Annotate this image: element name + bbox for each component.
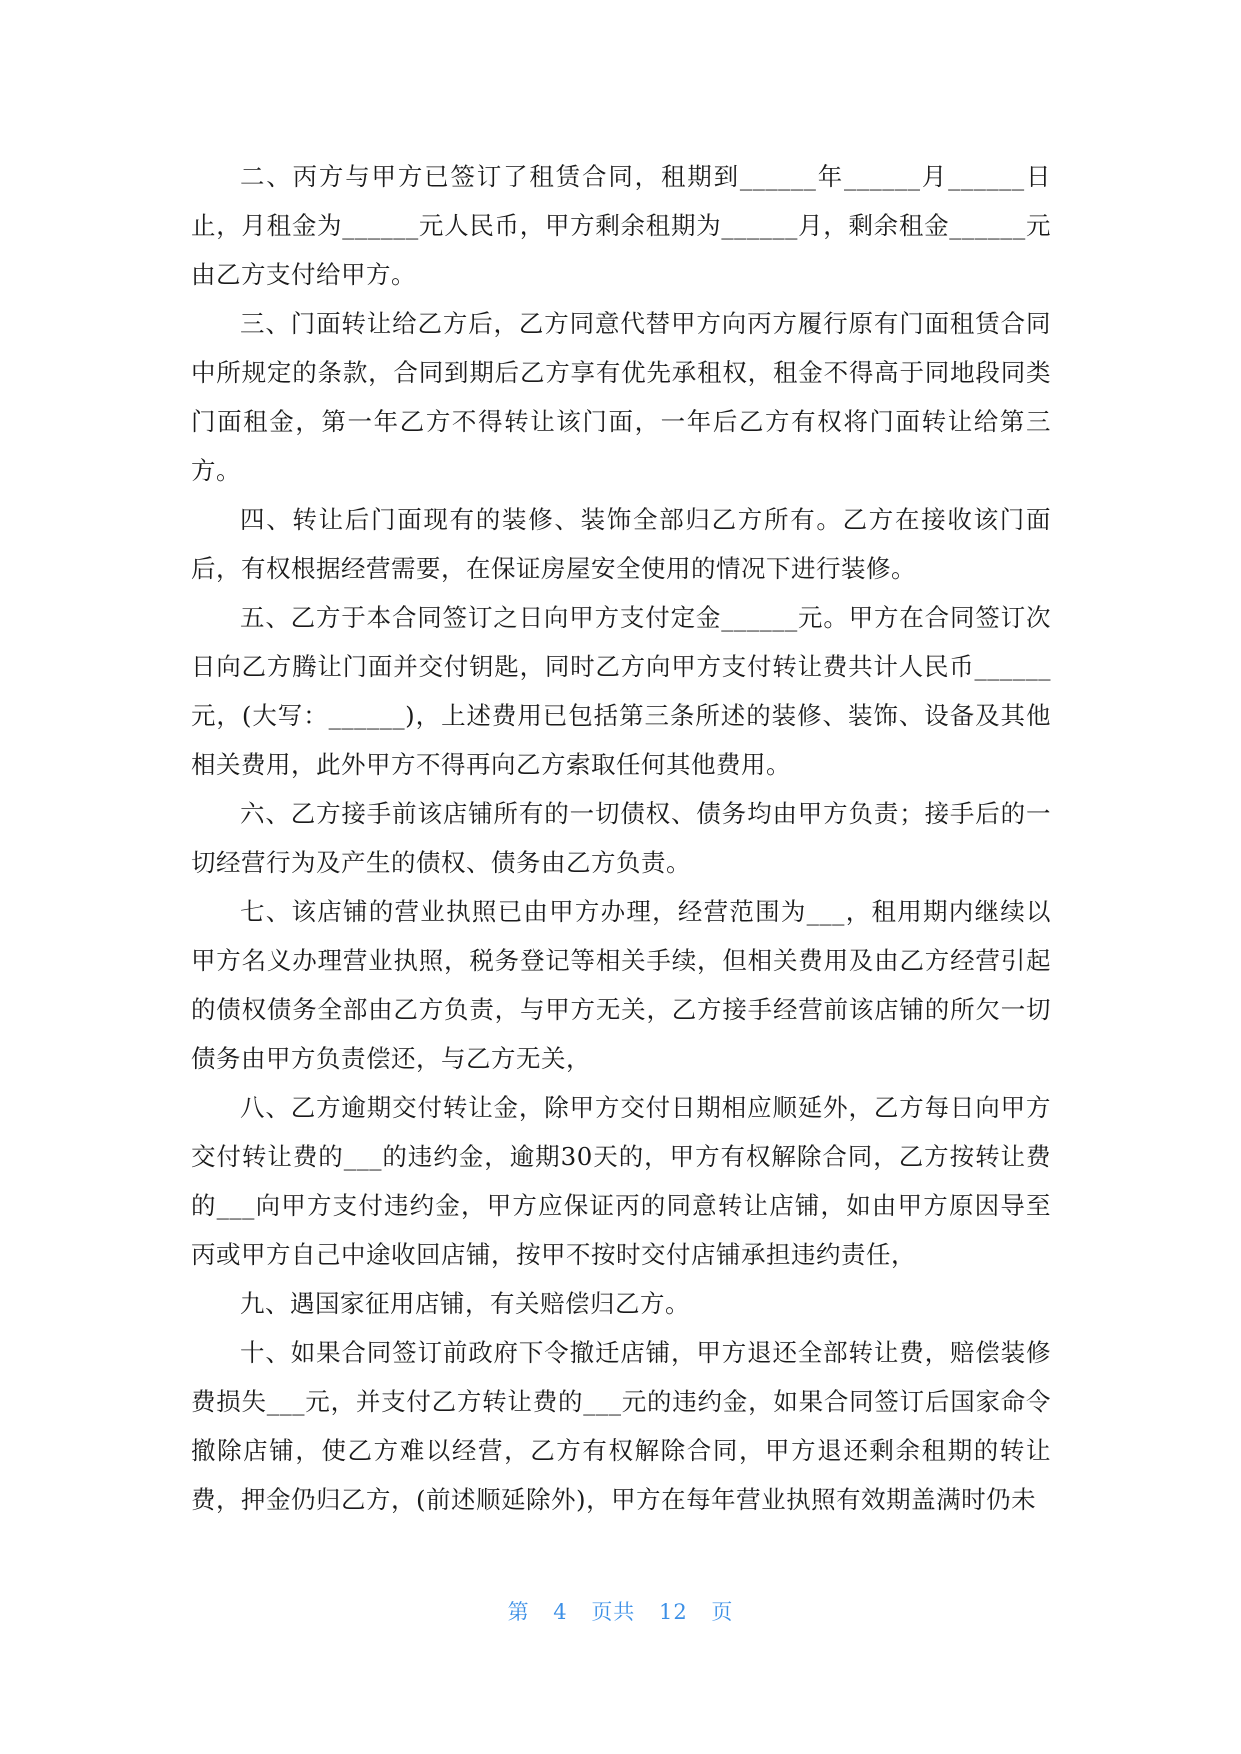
- clause-10: 十、如果合同签订前政府下令撤迁店铺，甲方退还全部转让费，赔偿装修费损失___元，并支付乙方转让费的___元的违约金，如果合同签订后国家命令撤除店铺，使乙方难以经营，乙方有权解除合同，甲方退还剩余租期的转让费，押金仍归乙方，(前述顺延除外)，甲方在每年营业执照有效期盖满时仍未: [191, 1338, 1051, 1514]
- footer-suffix: 页: [711, 1600, 734, 1624]
- clause-4: 四、转让后门面现有的装修、装饰全部归乙方所有。乙方在接收该门面后，有权根据经营需要，在保证房屋安全使用的情况下进行装修。: [191, 505, 1051, 583]
- clause-7: 七、该店铺的营业执照已由甲方办理，经营范围为___，租用期内继续以甲方名义办理营业执照，税务登记等相关手续，但相关费用及由乙方经营引起的债权债务全部由乙方负责，与甲方无关，乙方接手经营前该店铺的所欠一切债务由甲方负责偿还，与乙方无关，: [191, 897, 1051, 1073]
- clause-8: 八、乙方逾期交付转让金，除甲方交付日期相应顺延外，乙方每日向甲方交付转让费的___的违约金，逾期30天的，甲方有权解除合同，乙方按转让费的___向甲方支付违约金，甲方应保证丙的同意转让店铺，如由甲方原因导至丙或甲方自己中途收回店铺，按甲不按时交付店铺承担违约责任，: [191, 1093, 1051, 1269]
- total-page-number: 12: [659, 1600, 688, 1624]
- footer-middle: 页共: [591, 1600, 636, 1624]
- clause-2: 二、丙方与甲方已签订了租赁合同，租期到______年______月______日止，月租金为______元人民币，甲方剩余租期为______月，剩余租金______元由乙方支付给甲方。: [191, 162, 1051, 289]
- clause-3: 三、门面转让给乙方后，乙方同意代替甲方向丙方履行原有门面租赁合同中所规定的条款，合同到期后乙方享有优先承租权，租金不得高于同地段同类门面租金，第一年乙方不得转让该门面，一年后乙方有权将门面转让给第三方。: [191, 309, 1051, 485]
- footer-prefix: 第: [507, 1600, 530, 1624]
- clause-9: 九、遇国家征用店铺，有关赔偿归乙方。: [240, 1289, 690, 1318]
- document-body: [191, 152, 1051, 1524]
- current-page-number: 4: [553, 1600, 568, 1624]
- clause-6: 六、乙方接手前该店铺所有的一切债权、债务均由甲方负责；接手后的一切经营行为及产生的债权、债务由乙方负责。: [191, 799, 1051, 877]
- page-footer: [0, 1596, 1241, 1626]
- clause-5: 五、乙方于本合同签订之日向甲方支付定金______元。甲方在合同签订次日向乙方腾让门面并交付钥匙，同时乙方向甲方支付转让费共计人民币______元，(大写：______)，上述费用已包括第三条所述的装修、装饰、设备及其他相关费用，此外甲方不得再向乙方索取任何其他费用。: [191, 603, 1051, 779]
